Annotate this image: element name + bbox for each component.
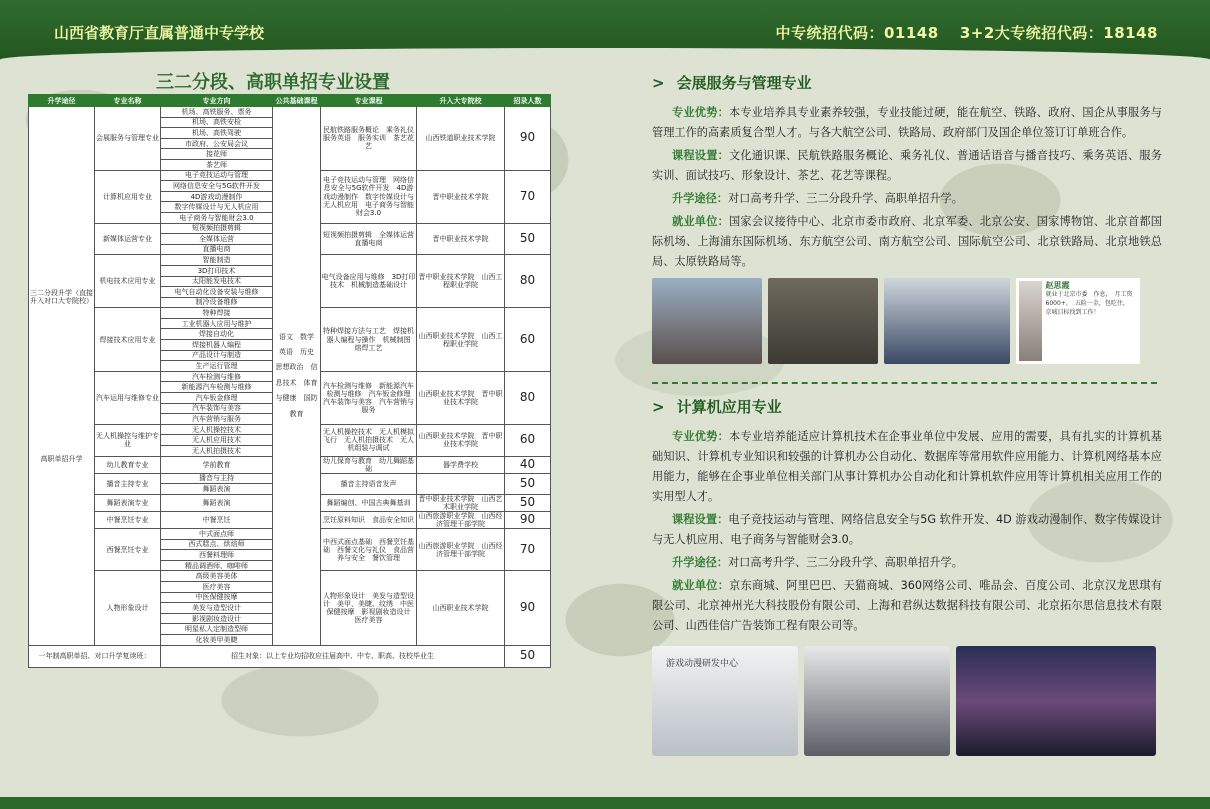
quota-cell: 50 <box>505 494 551 511</box>
footer-label: 一年制高职单招、对口升学复读班： <box>29 645 161 667</box>
photo-railway-staff <box>884 278 1010 364</box>
direction-cell: 直播电商 <box>161 244 273 255</box>
bottom-bar <box>0 797 1210 809</box>
advantage-text: 专业优势：本专业培养具专业素养较强，专业技能过硬，能在航空、铁路、政府、国企从事服务与管理工作的高素质复合型人才。与各大航空公司、铁路局、政府部门及国企单位签订订单班合作。 <box>652 106 1162 139</box>
direction-cell: 机场、高铁驾驶 <box>161 128 273 139</box>
quota-cell: 90 <box>505 571 551 645</box>
course-cell: 烹饪原料知识 食品安全知识 <box>321 511 417 528</box>
direction-cell: 明星私人定制造型师 <box>161 624 273 635</box>
college-cell: 晋中职业技术学院 山西艺术职业学院 <box>418 494 503 511</box>
direction-cell: 焊接机器人编程 <box>161 340 273 351</box>
direction-cell: 新能源汽车检测与维修 <box>161 382 273 393</box>
program-name-cell: 汽车运用与维修专业 <box>95 371 161 424</box>
direction-cell: 无人机操控技术 <box>161 424 273 435</box>
advantage-text: 专业优势：本专业培养能适应计算机技术在企事业单位中发展、应用的需要，具有扎实的计算机基础知识、计算机专业知识和较强的计算机办公自动化、数据库等常用软件应用能力、计算机网络基本应用能力，能够在企事业单位相关部门从事计算机办公自动化和计算机软件应用等计算机相关应用工作的实用型人才。 <box>652 430 1162 503</box>
direction-cell: 电气自动化设备安装与维修 <box>161 287 273 298</box>
program-name-cell: 人物形象设计 <box>95 571 161 645</box>
photo-esports-arena <box>956 646 1156 756</box>
direction-cell: 中医保健按摩 <box>161 592 273 603</box>
quota-cell: 50 <box>505 473 551 494</box>
program-name-cell: 舞蹈表演专业 <box>95 494 161 511</box>
course-cell: 舞蹈编创、中国古典舞基训 <box>321 494 417 511</box>
program-name-cell: 会展服务与管理专业 <box>95 107 161 171</box>
public-course-cell: 语文 数学 英语 历史 思想政治 信息技术 体育与健康 国防教育 <box>273 107 321 646</box>
direction-cell: 全媒体运营 <box>161 234 273 245</box>
college-cell: 山西职业技术学院 晋中职业技术学院 <box>417 371 505 424</box>
college-cell: 山西职业技术学院 山西工程职业学院 <box>417 308 505 372</box>
college-cell: 晋中职业技术学院 <box>417 170 505 223</box>
job-text: 就业单位：京东商城、阿里巴巴、天猫商城、360网络公司、唯品会、百度公司、北京汉龙思琪有限公司、北京神州光大科技股份有限公司、上海和君纵达数据科技有限公司、北京拓尔思信息技术有限公司、山西佳信广告装饰工程有限公司等。 <box>652 579 1162 632</box>
program-table <box>28 94 551 668</box>
table-header-cell: 专业课程 <box>321 95 417 107</box>
direction-cell: 产品设计与制造 <box>161 350 273 361</box>
program-name-cell: 焊接技术应用专业 <box>95 308 161 372</box>
section-divider <box>652 382 1157 384</box>
college-cell: 山西旅游职业学院 山西经济管理干部学院 <box>417 529 505 571</box>
footer-note: 招生对象：以上专业均招收应往届高中、中专、职高、技校毕业生 <box>161 645 505 667</box>
program-name-cell: 幼儿教育专业 <box>95 456 161 473</box>
program-name-cell: 机电技术应用专业 <box>95 255 161 308</box>
direction-cell: 网络信息安全与5G软件开发 <box>161 181 273 192</box>
direction-cell: 短视频拍摄剪辑 <box>161 223 273 234</box>
college-cell: 器学费学校 <box>417 456 505 473</box>
direction-cell: 茶艺师 <box>161 159 273 170</box>
course-cell: 电气设备应用与维修 3D打印技术 机械制造基础设计 <box>321 255 417 308</box>
direction-cell: 西式糕点、烘焙师 <box>161 539 273 550</box>
table-footer-row <box>29 645 551 667</box>
direction-cell: 无人机拍摄技术 <box>161 446 273 457</box>
direction-cell: 学前教育 <box>161 456 273 473</box>
college-cell: 山西铁道职业技术学院 <box>417 107 505 171</box>
course-cell: 幼儿保育与教育 幼儿舞蹈基础 <box>321 456 417 473</box>
college-cell: 晋中职业技术学院 <box>417 223 505 255</box>
direction-cell: 智能制造 <box>161 255 273 266</box>
direction-cell: 美发与造型设计 <box>161 603 273 614</box>
course-cell: 民航铁路服务概论 乘务礼仪 服务英语 服务实训 茶艺花艺 <box>321 107 417 171</box>
table-header-cell: 升入大专院校 <box>417 95 505 107</box>
course-cell: 无人机操控技术 无人机模拟飞行 无人机拍摄技术 无人机组装与调试 <box>321 424 417 456</box>
program-table-section <box>28 64 550 792</box>
quota-cell: 80 <box>505 371 551 424</box>
college-cell: 山西职业技术学院 晋中职业技术学院 <box>417 424 505 456</box>
direction-cell: 制冷设备维修 <box>161 297 273 308</box>
program-name-cell: 西餐烹饪专业 <box>95 529 161 571</box>
direction-cell: 数字传媒设计与无人机应用 <box>161 202 273 213</box>
table-header-cell: 专业名称 <box>95 95 161 107</box>
quota-cell: 60 <box>505 308 551 372</box>
enrollment-codes: 中专统招代码：01148 3+2大专统招代码：18148 <box>775 24 1158 42</box>
table-row <box>29 107 551 118</box>
direction-cell: 中餐烹饪 <box>161 511 273 528</box>
quota-cell: 50 <box>505 645 551 667</box>
table-header-cell: 招录人数 <box>505 95 551 107</box>
direction-cell: 西餐料理师 <box>161 550 273 561</box>
quota-cell: 90 <box>505 107 551 171</box>
chevron-right-icon: > <box>652 398 665 416</box>
course-cell: 人物形象设计 美发与造型设计 美甲、美睫、纹绣 中医保健按摩 影视剧妆造设计 医疗美容 <box>321 571 417 645</box>
quota-cell: 40 <box>505 456 551 473</box>
direction-cell: 汽车装饰与美容 <box>161 403 273 414</box>
college-cell: 晋中职业技术学院 山西工程职业学院 <box>417 255 505 308</box>
direction-cell: 舞蹈表演 <box>161 494 273 511</box>
photo-row <box>652 278 1162 364</box>
direction-cell: 中式面点师 <box>161 529 273 540</box>
chevron-right-icon: > <box>652 74 665 92</box>
program-details <box>652 72 1162 756</box>
college-cell: 山西职业技术学院 <box>417 571 505 645</box>
quota-cell: 80 <box>505 255 551 308</box>
course-cell: 短视频拍摄剪辑 全媒体运营 直播电商 <box>321 223 417 255</box>
direction-cell: 焊接自动化 <box>161 329 273 340</box>
school-name: 山西省教育厅直属普通中专学校 <box>54 24 265 42</box>
direction-cell: 4D游戏动漫制作 <box>161 191 273 202</box>
quota-cell: 70 <box>505 170 551 223</box>
direction-cell: 无人机应用技术 <box>161 435 273 446</box>
program-name-cell: 播音主持专业 <box>95 473 161 494</box>
course-cell: 汽车检测与维修 新能源汽车检测与维修 汽车钣金修理 汽车装饰与美容 汽车营销与服务 <box>321 371 417 424</box>
direction-cell: 高级美容美体 <box>161 571 273 582</box>
route-cell: 三二分段升学（直接升入对口大专院校） 高职单招升学 <box>29 107 95 646</box>
direction-cell: 接花师 <box>161 149 273 160</box>
direction-cell: 生产运行管理 <box>161 361 273 372</box>
college-cell <box>417 473 505 494</box>
course-text: 课程设置：文化通识课、民航铁路服务概论、乘务礼仪、普通话语音与播音技巧、乘务英语、服务实训、面试技巧、形象设计、茶艺、花艺等课程。 <box>652 149 1162 182</box>
direction-cell: 特种焊接 <box>161 308 273 319</box>
photo-computer-lab <box>804 646 950 756</box>
college-cell: 山西旅游职业学院 山西经济管理干部学院 <box>418 511 503 529</box>
section-title: > 会展服务与管理专业 <box>652 74 812 92</box>
job-text: 就业单位：国家会议接待中心、北京市委市政府、北京军委、北京公安、国家博物馆、北京首都国际机场、上海浦东国际机场、东方航空公司、南方航空公司、国际航空公司、北京铁路局、北京地铁总局、太原铁路局等。 <box>652 215 1162 268</box>
direction-cell: 化妆美甲美睫 <box>161 635 273 646</box>
direction-cell: 机场、高铁安检 <box>161 117 273 128</box>
course-cell: 中西式面点基础 西餐烹饪基础 西餐文化与礼仪 食品营养与安全 餐饮管理 <box>321 529 417 571</box>
graduate-card: 赵思霞 就业于北京市委 作息， 月工资6000+， 五险一金，包吃住， 京城目标找到工作！ <box>1016 278 1140 364</box>
photo-game-lab: 游戏动漫研发中心 <box>652 646 798 756</box>
graduate-photo <box>1019 281 1042 361</box>
direction-cell: 工业机器人应用与维护 <box>161 318 273 329</box>
direction-cell: 汽车营销与服务 <box>161 414 273 425</box>
table-title: 三二分段、高职单招专业设置 <box>156 72 390 93</box>
program-name-cell: 新媒体运营专业 <box>95 223 161 255</box>
program-name-cell: 中餐烹饪专业 <box>95 511 161 528</box>
course-cell: 特种焊接方法与工艺 焊接机器人编程与操作 机械制图 熔焊工艺 <box>321 308 417 372</box>
direction-cell: 机场、高铁服务、票务 <box>161 107 273 118</box>
table-header-cell: 公共基础课程 <box>273 95 321 107</box>
direction-cell: 医疗美容 <box>161 582 273 593</box>
direction-cell: 舞蹈表演 <box>161 484 273 495</box>
course-cell: 电子竞技运动与管理 网络信息安全与5G软件开发 4D游戏动漫制作 数字传媒设计与无人机应用 电子商务与智能财会3.0 <box>321 170 417 223</box>
direction-cell: 电子商务与智能财会3.0 <box>161 212 273 223</box>
direction-cell: 播音与主持 <box>161 473 273 484</box>
direction-cell: 太阳能发电技术 <box>161 276 273 287</box>
quota-cell: 90 <box>505 511 551 528</box>
table-header-cell: 专业方向 <box>161 95 273 107</box>
direction-cell: 汽车检测与维修 <box>161 371 273 382</box>
direction-cell: 市政府、公安局会议 <box>161 138 273 149</box>
quota-cell: 60 <box>505 424 551 456</box>
direction-cell: 3D打印技术 <box>161 265 273 276</box>
photo-airline-staff <box>652 278 762 364</box>
table-header-cell: 升学途径 <box>29 95 95 107</box>
direction-cell: 影视剧妆造设计 <box>161 613 273 624</box>
photo-row <box>652 646 1162 756</box>
program-name-cell: 计算机应用专业 <box>95 170 161 223</box>
quota-cell: 70 <box>505 529 551 571</box>
direction-cell: 电子竞技运动与管理 <box>161 170 273 181</box>
path-text: 升学途径：对口高考升学、三二分段升学、高职单招升学。 <box>672 556 963 569</box>
path-text: 升学途径：对口高考升学、三二分段升学、高职单招升学。 <box>672 192 963 205</box>
direction-cell: 精品调酒师、咖啡师 <box>161 560 273 571</box>
direction-cell: 汽车钣金修理 <box>161 393 273 404</box>
photo-training <box>768 278 878 364</box>
program-name-cell: 无人机操控与维护专业 <box>95 424 161 456</box>
section-title: > 计算机应用专业 <box>652 398 782 416</box>
course-cell: 播音主持语音发声 <box>321 473 417 494</box>
course-text: 课程设置：电子竞技运动与管理、网络信息安全与5G 软件开发、4D 游戏动漫制作、数字传媒设计与无人机应用、电子商务与智能财会3.0。 <box>652 513 1162 546</box>
quota-cell: 50 <box>505 223 551 255</box>
